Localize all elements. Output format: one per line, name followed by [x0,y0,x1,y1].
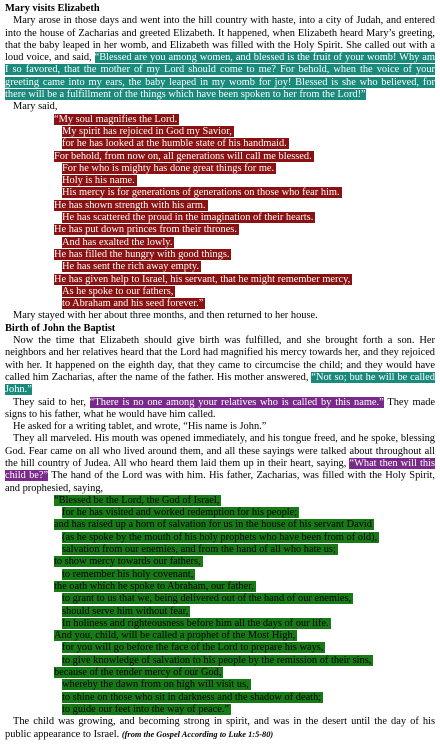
benedictus-poem [54,495,435,716]
magnificat-line-text: He has shown strength with his arm. [54,199,206,211]
magnificat-line-text: He has put down princes from their thrones. [54,224,237,236]
magnificat-line [54,126,435,138]
benedictus-line-text: because of the tender mercy of our God, [54,667,222,679]
benedictus-line-text: the oath which he spoke to Abraham, our father, [54,580,254,592]
benedictus-line-text: to grant to us that we, being delivered out of the hand of our enemies, [62,593,352,605]
section-title-mary-visits: Mary visits Elizabeth [5,3,100,14]
benedictus-line-text: for he has visited and worked redemption for his people; [62,507,298,519]
magnificat-line [54,237,435,249]
greeting-text: Mary arose in those days and went into the hill country with haste, into a city of Judah, and entered into the house of Zacharias and greeted Elizabeth. It happened, when Elizabeth heard Mary’s greeting, that the baby leaped in her womb, and Elizabeth was filled with the Holy Spirit. She called out with a loud voice, and said, [5,15,435,64]
magnificat-line [54,151,435,163]
benedictus-line [54,679,435,691]
benedictus-line-text: whereby the dawn from on high will visit us, [62,679,249,691]
magnificat-line [54,138,435,150]
magnificat-line [54,249,435,261]
benedictus-line-text: salvation from our enemies, and from the hand of all who hate us; [62,544,336,556]
citation: (from the Gospel According to Luke 1:5-80) [121,729,274,739]
magnificat-line-text: My spirit has rejoiced in God my Savior, [62,125,232,137]
marveled-text: They all marveled. His mouth was opened immediately, and his tongue freed, and he spoke, blessing God. Fear came on all who lived around them, and all these sayings were talked about throughout all the hill country of Judea. All who heard them laid them up in their heart, saying, [5,433,435,469]
benedictus-line-text: and has raised up a horn of salvation for us in the house of his servant David [54,519,372,531]
magnificat-line [54,274,435,286]
magnificat-line [54,200,435,212]
magnificat-line-text: He has given help to Israel, his servant, that he might remember mercy, [54,273,351,285]
benedictus-line-text: In holiness and righteousness before him all the days of our life. [62,617,329,629]
paragraph-marveled [5,433,435,494]
benedictus-line [54,519,435,531]
benedictus-line-text: to remember his holy covenant, [62,568,194,580]
benedictus-line-text: to guide our feet into the way of peace.” [62,703,230,715]
magnificat-line [54,224,435,236]
mary-stayed: Mary stayed with her about three months, and then returned to her house. [13,310,318,322]
child-question-highlight: “What then will this child be?” [5,457,435,482]
benedictus-line-text: to give knowledge of salvation to his people by the remission of their sins, [62,654,372,666]
magnificat-line [54,261,435,273]
magnificat-line-text: to Abraham and his seed forever.” [62,298,204,310]
benedictus-line [54,569,435,581]
section-title-birth-of-john: Birth of John the Baptist [5,322,116,334]
elizabeth-blessing-highlight: “Blessed are you among women, and blessed is the fruit of your womb! Why am I so favored, that the mother of my Lord should come to me? For behold, when the voice of your greeting came into my ears, the baby leaped in my womb for joy! Blessed is she who believed, for there will be a fulfillment of the things which have been spoken to her from the Lord!” [5,52,435,101]
magnificat-line-text: As he spoke to our fathers, [62,285,174,297]
benedictus-line [54,618,435,630]
mary-said: Mary said, [13,101,58,113]
benedictus-line-text: And you, child, will be called a prophet of the Most High, [54,630,296,642]
relatives-before: They said to her, [13,396,90,408]
paragraph-greeting [5,15,435,101]
magnificat-poem [54,114,435,311]
marveled-after: The hand of the Lord was with him. His father, Zacharias, was filled with the Holy Spirit, and prophesied, saying, [5,470,435,494]
magnificat-line [54,114,435,126]
benedictus-line [54,495,435,507]
benedictus-line [54,692,435,704]
benedictus-line-text: to show mercy towards our fathers, [54,556,201,568]
magnificat-line-text: And has exalted the lowly. [62,236,173,248]
magnificat-line-text: Holy is his name. [62,175,135,187]
benedictus-line-text: for you will go before the face of the Lord to prepare his ways, [62,642,324,654]
magnificat-line [54,187,435,199]
benedictus-line [54,507,435,519]
benedictus-line [54,593,435,605]
benedictus-line-text: to shine on those who sit in darkness and the shadow of death; [62,691,322,703]
relatives-after: They made signs to his father, what he would have him called. [5,396,435,420]
relatives-quote-highlight: “There is no one among your relatives who is called by this name.” [89,396,384,408]
magnificat-line-text: His mercy is for generations of generations on those who fear him. [62,187,340,199]
paragraph-final [5,716,435,741]
benedictus-line [54,581,435,593]
benedictus-line-text: should serve him without fear, [62,605,189,617]
paragraph-relatives [5,397,435,422]
magnificat-line [54,298,435,310]
paragraph-tablet: He asked for a writing tablet, and wrote, “His name is John.” [13,421,267,433]
magnificat-line-text: for he has looked at the humble state of his handmaid. [62,138,287,150]
benedictus-line [54,556,435,568]
magnificat-line-text: For behold, from now on, all generations will call me blessed. [54,150,312,162]
benedictus-line [54,532,435,544]
mother-answer-highlight: “Not so; but he will be called John.” [5,371,435,396]
magnificat-line-text: He has sent the rich away empty. [62,261,199,273]
magnificat-line-text: He has filled the hungry with good things. [54,248,230,260]
magnificat-line-text: He has scattered the proud in the imagination of their hearts. [62,212,314,224]
magnificat-line [54,175,435,187]
magnificat-line [54,163,435,175]
benedictus-line [54,655,435,667]
benedictus-line-text: “Blessed be the Lord, the God of Israel, [54,494,220,506]
magnificat-line-text: For he who is mighty has done great things for me. [62,162,275,174]
magnificat-line [54,212,435,224]
benedictus-line [54,704,435,716]
magnificat-line [54,286,435,298]
benedictus-line [54,630,435,642]
paragraph-birth [5,335,435,396]
benedictus-line [54,667,435,679]
benedictus-line [54,606,435,618]
birth-text: Now the time that Elizabeth should give birth was fulfilled, and she brought forth a son. Her neighbors and her relatives heard that the Lord had magnified his mercy towards her, and they rejoiced with her. It happened on the eighth day, that they came to circumcise the child; and they would have called him Zacharias, after the name of the father. His mother answered, [5,335,435,383]
magnificat-line-text: “My soul magnifies the Lord. [54,113,178,125]
benedictus-line-text: (as he spoke by the mouth of his holy prophets who have been from of old), [62,531,378,543]
final-text: The child was growing, and becoming strong in spirit, and was in the desert until the day of his public appearance to Israel. [5,716,435,740]
benedictus-line [54,642,435,654]
benedictus-line [54,544,435,556]
